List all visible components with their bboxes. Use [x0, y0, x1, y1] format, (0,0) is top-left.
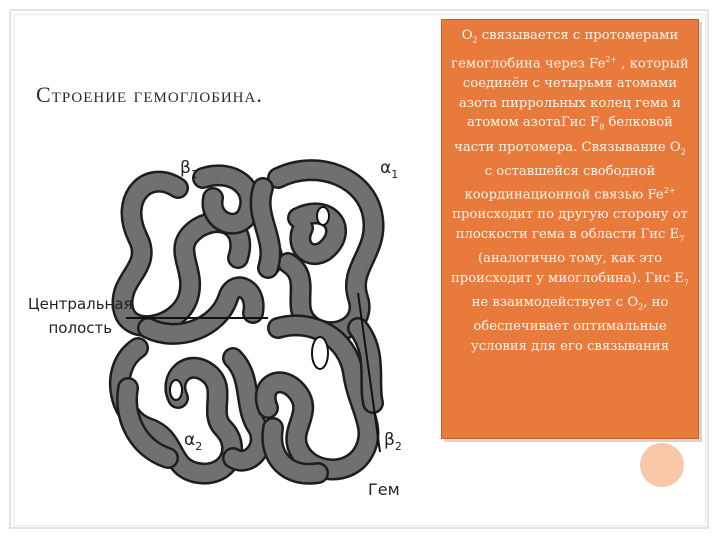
label-beta1: $\beta_1$	[180, 158, 198, 181]
decorative-circle	[640, 443, 684, 487]
label-heme: Гем	[368, 480, 400, 499]
subunit-alpha1	[261, 170, 374, 332]
label-alpha2: $\alpha_2$	[184, 430, 203, 453]
info-text-box: $O_2$ связывается с протомерами гемоглобина через $Fe^{2+}$ , который соединён с четырьмя атомами азота пиррольных колец гема и атомом азотаГис $F_8$ белковой части протомера. Связывание $O_2$ с оставшейся свободной координационной связью $Fe^{2+}$ происходит по другую сторону от плоскости гема в области Гис $E_7$ (аналогично тому, как это происходит у миоглобина). Гис $E_7$ не взаимодействует с $O_2$, но обеспечивает оптимальные условия для его связывания	[441, 19, 699, 439]
label-central-cavity: Центральная полость	[28, 295, 133, 337]
subunit-alpha2	[120, 348, 261, 474]
slide-title: Строение гемоглобина.	[36, 82, 263, 107]
subunit-beta2	[266, 325, 373, 473]
hemoglobin-figure	[28, 128, 428, 516]
label-alpha1: $\alpha_1$	[380, 158, 399, 181]
label-beta2: $\beta_2$	[384, 430, 402, 453]
